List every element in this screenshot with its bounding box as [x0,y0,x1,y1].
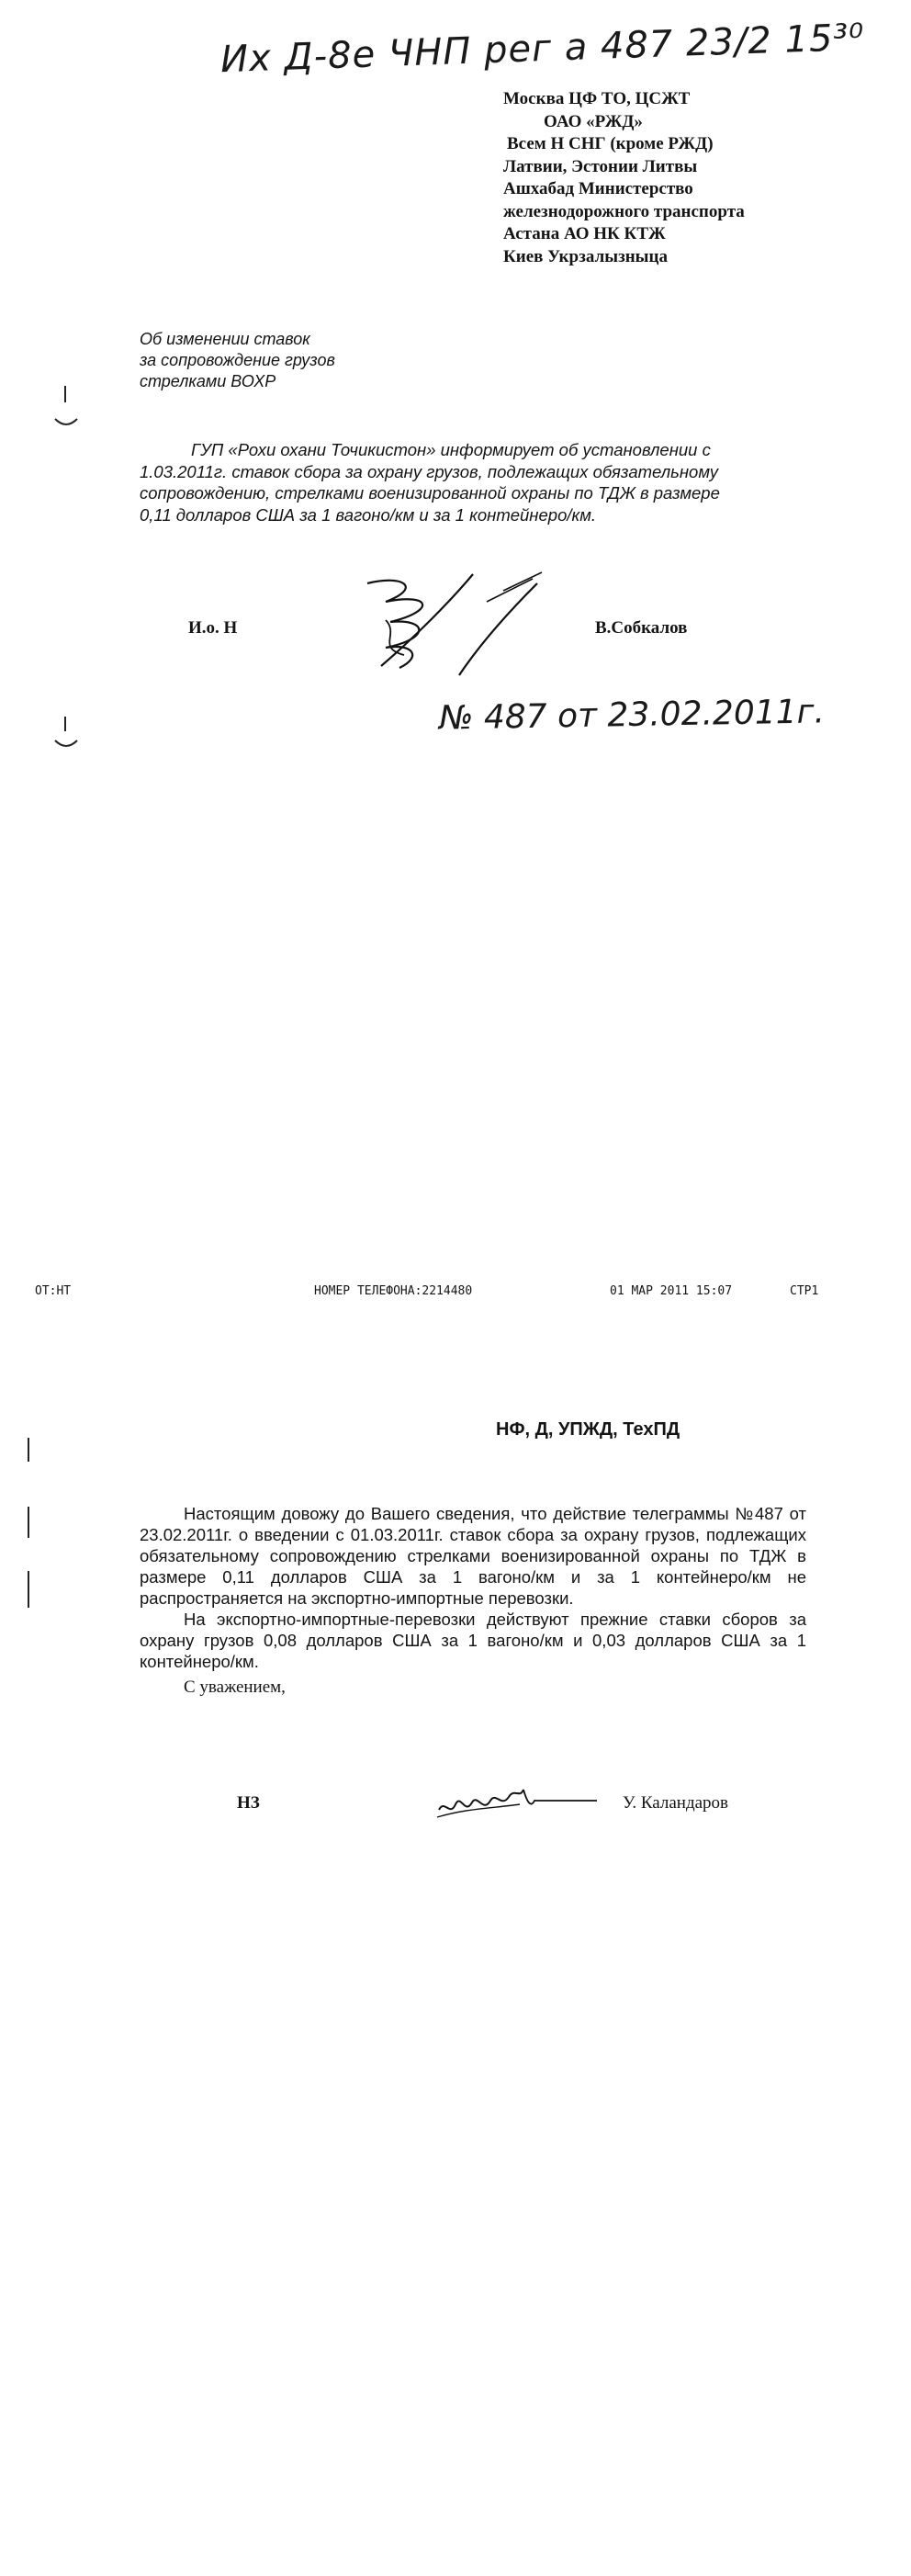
addressee-list [503,88,745,268]
addressee-line: Астана АО НК КТЖ [503,224,666,243]
fax-datetime: 01 МАР 2011 15:07 [610,1284,733,1298]
fax-header [0,1284,911,1303]
scan-margin-mark [53,413,81,432]
closing-phrase: С уважением, [184,1678,286,1697]
fax-page: СТР1 [790,1284,819,1298]
subject-line: за сопровождение грузов [140,351,335,369]
addressee-line: Латвии, Эстонии Литвы [503,156,698,176]
addressee-line: ОАО «РЖД» [544,111,643,131]
signer-title: И.о. Н [188,618,238,638]
notice-body [140,1503,806,1672]
handwritten-registration-note: Иx Д-8e ЧНП рег a 487 23/2 15³⁰ [219,16,866,82]
scan-margin-mark [28,1438,29,1462]
scan-margin-mark [64,386,66,402]
subject-line: стрелками ВОХР [140,372,276,390]
body-line: сопровождению, стрелками военизированной охраны по ТДЖ в размере [140,483,720,503]
addressee-line: Всем Н СНГ (кроме РЖД) [507,134,714,153]
signer-name: В.Собкалов [595,618,688,638]
scan-margin-mark [64,717,66,731]
scan-margin-mark [28,1571,29,1608]
fax-from: OT:HT [35,1284,72,1298]
signer-name: У. Каландаров [623,1793,729,1813]
notice-paragraph: Настоящим довожу до Вашего сведения, что действие телеграммы №487 от 23.02.2011г. о введении с 01.03.2011г. ставок сбора за охрану грузов, подлежащих обязательному сопровождению стрелками военизированной охраны по ТДЖ в размере 0,11 долларов США за 1 вагоно/км и за 1 контейнеро/км не распространяется на экспортно-импортные перевозки. [140,1504,806,1608]
addressee-line: Киев Укрзалызныца [503,246,668,266]
notice-paragraph: На экспортно-импортные-перевозки действуют прежние ставки сборов за охрану грузов 0,08 долларов США за 1 вагоно/км и 0,03 долларов США за 1 контейнеро/км. [140,1610,806,1671]
body-line: ГУП «Рохи охани Точикистон» информирует об установлении с [191,440,711,459]
body-line: 0,11 долларов США за 1 вагоно/км и за 1 контейнеро/км. [140,504,597,525]
handwritten-signature [432,1780,606,1826]
body-line: 1.03.2011г. ставок сбора за охрану грузов, подлежащих обязательному [140,461,719,481]
handwritten-signature [349,565,560,694]
addressee-line: железнодорожного транспорта [503,201,745,221]
subject-line: Об изменении ставок [140,330,310,348]
addressee-line: Ашхабад Министерство [503,179,693,198]
recipients-line: НФ, Д, УПЖД, ТехПД [496,1419,680,1440]
telegram-body [140,439,782,525]
handwritten-outgoing-number: № 487 от 23.02.2011г. [438,693,826,738]
signer-title: НЗ [237,1793,260,1813]
scan-margin-mark [53,735,81,753]
fax-phone: НОМЕР ТЕЛЕФОНА:2214480 [314,1284,473,1298]
scan-margin-mark [28,1507,29,1538]
letter-subject [140,329,335,392]
addressee-line: Москва ЦФ ТО, ЦСЖТ [503,89,691,108]
